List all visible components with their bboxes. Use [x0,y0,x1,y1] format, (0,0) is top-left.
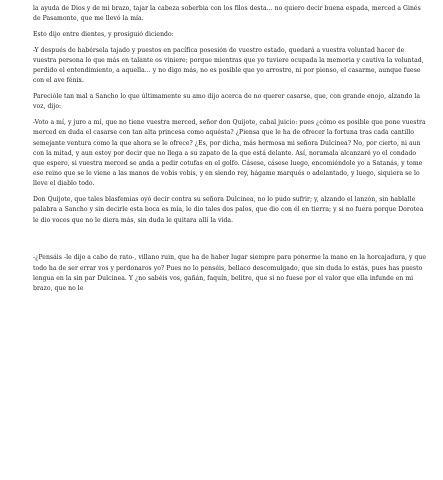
paragraph: -¿Pensáis -le dijo a cabo de rato-, villano ruin, que ha de haber lugar siempre para ponerme la mano en la horcajadura, y que todo ha de ser errar vos y perdonaros yo? Pues no lo penséis, bellaco descomulgado, que sin duda lo estás, pues has puesto lengua en la sin par Dulcinea. Y ¿no sabéis vos, gañán, faquín, belitre, que si no fuese por el valor que ella infunde en mi brazo, que no le [33,254,427,293]
paragraph: Don Quijote, que tales blasfemias oyó decir contra su señora Dulcinea, no lo pudo sufrir; y, alzando el lanzón, sin hablalle palabra a Sancho y sin decirle esta boca es mía, le dio tales dos palos, que dio con él en tierra; y si no fuera porque Dorotea le dio voces que no le diera más, sin duda le quitara allí la vida. [33,196,424,224]
section-gap [33,231,429,253]
paragraph: -Voto a mí, y juro a mí, que no tiene vuestra merced, señor don Quijote, cabal juicio: pues ¿cómo es posible que pone vuestra merced en duda el casarse con tan alta princesa como aquésta? ¿Piensa que le ha de ofrecer la fortuna tras cada cantillo semejante ventura como la que ahora se le ofrece? ¿Es, por dicha, más hermosa mi señora Dulcinea? No, por cierto, ni aun con la mitad, y aun estoy por decir que no llega a su zapato de la que está delante. Así, noramala alcanzaré yo el condado que espero, si vuestra merced se anda a pedir cotufas en el golfo. Cásese, cásese luego, encomiéndole yo a Satanás, y tome ese reino que se le viene a las manos de vobis vobis, y en siendo rey, hágame marqués o adelantado, y luego, siquiera se lo lleve el diablo todo. [33,119,426,188]
paragraph: Parecióle tan mal a Sancho lo que últimamente su amo dijo acerca de no querer casarse, que, con grande enojo, alzando la voz, dijo: [33,93,421,111]
paragraph: Esto dijo entre dientes, y prosiguió diciendo: [33,31,174,38]
paragraph: la ayuda de Dios y de mi brazo, tajar la cabeza soberbia con los filos desta... no quiero decir buena espada, merced a Ginés de Pasamonte, que me llevó la mía. [33,5,421,23]
paragraph: -Y después de habérsela tajado y puestos en pacífica posesión de vuestro estado, quedará a vuestra voluntad hacer de vuestra persona lo que más en talante os viniere; porque mientras que yo tuviere ocupada la memoria y cautiva la voluntad, perdido el entendimiento, a aquella... y no digo más, no es posible que yo arrostre, ni por pienso, el casarme, aunque fuese con el ave fénix. [33,46,424,85]
